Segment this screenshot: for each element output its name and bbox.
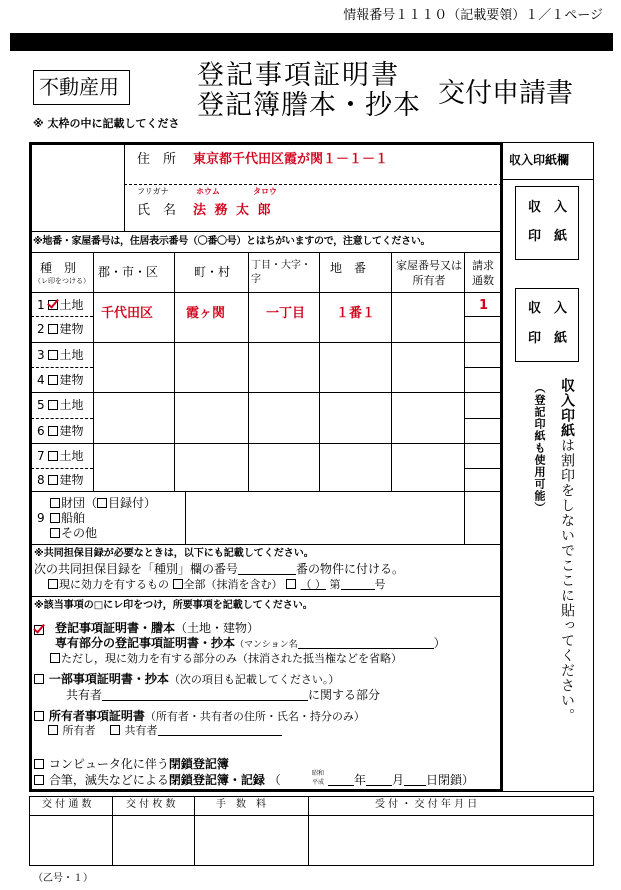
era-showa: 昭和 [312, 770, 325, 777]
th-county: 郡・市・区 [98, 265, 159, 279]
title-suffix: 交付申請書 [438, 78, 573, 109]
cert-main[interactable]: 登記事項証明書・謄本（土地・建物） [55, 621, 260, 635]
entry1-chome[interactable]: 一丁目 [266, 306, 306, 321]
stamp-box-2[interactable] [515, 288, 579, 362]
row9-num: 9 [37, 511, 45, 525]
stamp-note: 収入印紙は割印をしないでここに貼ってください。 [559, 378, 575, 723]
row-kind[interactable]: 2 建物 [37, 322, 84, 336]
row-kind[interactable]: 6 建物 [37, 424, 84, 438]
address-label: 住 所 [137, 152, 177, 167]
furigana-family[interactable]: ホウム [196, 187, 220, 196]
stamp-col-title: 収入印紙欄 [509, 153, 570, 167]
cert-main-checkbox[interactable] [34, 624, 45, 636]
items-notice: ※該当事項の□にレ印をつけ，所要事項を記載してください。 [34, 600, 313, 611]
th-copies: 請求通数 [472, 259, 494, 287]
row9-opt1[interactable]: 財団（ 目録付） [50, 497, 156, 509]
row-kind[interactable]: 1 土地 [37, 298, 84, 312]
collateral-line1: 次の共同担保目録を「種別」欄の番号 番の物件に付ける。 [34, 562, 405, 576]
office-date: 受 付 ・ 交 付 年 月 日 [375, 799, 478, 810]
office-fee: 手 数 料 [216, 799, 266, 810]
th-house: 家屋番号又は所有者 [396, 259, 462, 287]
form-code: （乙号・１） [33, 873, 93, 884]
row9-opt3[interactable]: その他 [50, 527, 97, 539]
name-label: 氏 名 [137, 203, 177, 218]
stamp-note-paren: （登記印紙も使用可能） [533, 382, 546, 514]
furigana-given[interactable]: タロウ [253, 187, 277, 196]
row-kind[interactable]: 3 土地 [37, 348, 84, 362]
th-town: 町・村 [194, 265, 231, 279]
cert-condo[interactable]: 専有部分の登記事項証明書・抄本（マンション名 ） [55, 636, 446, 650]
th-lot: 地 番 [330, 261, 367, 275]
stamp-box1-line2: 印 紙 [528, 229, 568, 244]
furigana-label: フリガナ [137, 187, 169, 196]
office-issue-count: 交 付 通 数 [42, 799, 92, 810]
stamp-box1-line1: 収 入 [528, 200, 568, 215]
stamp-box2-line2: 印 紙 [528, 331, 568, 346]
stamp-box2-line1: 収 入 [528, 301, 568, 316]
entry1-lot[interactable]: １番１ [336, 306, 376, 321]
th-kind: 種 別 [40, 261, 77, 275]
entry1-copies[interactable]: 1 [479, 298, 489, 313]
title-line2: 登記簿謄本・抄本 [197, 90, 421, 121]
row1-checkbox [48, 300, 58, 310]
title-line1: 登記事項証明書 [197, 60, 400, 91]
row-kind[interactable]: 5 土地 [37, 398, 84, 412]
name-value[interactable]: 法 務 太 郎 [193, 203, 273, 218]
closed-date[interactable]: 年 月 日閉鎖） [328, 774, 474, 786]
row-kind[interactable]: 8 建物 [37, 473, 84, 487]
proviso[interactable]: ただし，現に効力を有する部分のみ（抹消された抵当権などを省略） [50, 653, 402, 664]
office-table [29, 796, 594, 866]
partial-cert[interactable]: 一部事項証明書・抄本（次の項目も記載してください。） [34, 673, 339, 685]
row-kind[interactable]: 4 建物 [37, 373, 84, 387]
co-owner-line[interactable]: 共有者 に関する部分 [66, 688, 381, 702]
lot-notice: ※地番・家屋番号は，住居表示番号（〇番〇号）とはちがいますので，注意してください。 [33, 236, 431, 247]
entry1-town[interactable]: 霞ヶ関 [186, 306, 226, 321]
owner-cert[interactable]: 所有者事項証明書（所有者・共有者の住所・氏名・持分のみ） [34, 710, 365, 722]
collateral-line2[interactable]: 現に効力を有するもの 全部（抹消を含む） （ ） 第 号 [48, 579, 386, 590]
address-value[interactable]: 東京都千代田区霞が関１－１－１ [193, 152, 389, 167]
row-kind[interactable]: 7 土地 [37, 449, 84, 463]
office-issue-sheets: 交 付 枚 数 [126, 799, 176, 810]
collateral-notice: ※共同担保目録が必要なときは，以下にも記載してください。 [34, 548, 314, 559]
closed-computer[interactable]: コンピュータ化に伴う閉鎖登記簿 [34, 758, 229, 770]
row9-opt2[interactable]: 船舶 [50, 512, 85, 524]
closed-merge[interactable]: 合筆，滅失などによる閉鎖登記簿・記録 （ [34, 774, 281, 786]
instruction-note: ※ 太枠の中に記載してくださ [33, 117, 180, 130]
form-type-label: 不動産用 [39, 75, 119, 99]
th-chome: 丁目・大字・字 [251, 260, 311, 285]
entry1-county[interactable]: 千代田区 [101, 306, 154, 321]
header-black-bar [10, 33, 613, 51]
stamp-box-1[interactable] [515, 186, 579, 260]
info-number: 情報番号１１１０（記載要領）１／１ページ [343, 8, 603, 23]
era-heisei: 平成 [312, 779, 325, 786]
th-kind-note: （レ印をつける） [34, 277, 90, 285]
owner-options[interactable]: 所有者 共有者 [48, 725, 282, 736]
